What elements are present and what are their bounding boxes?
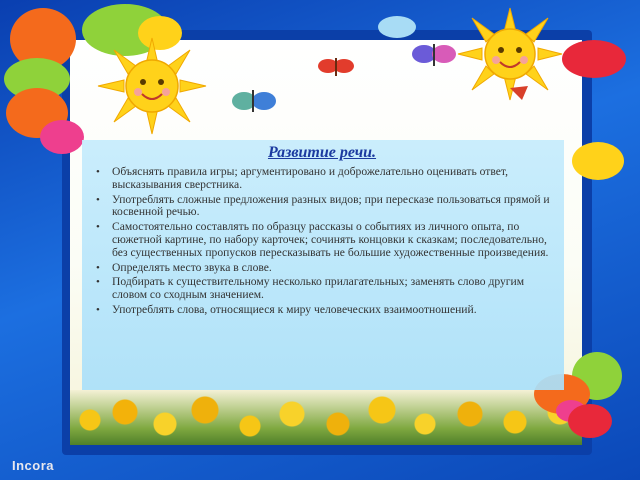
butterfly-green-icon: [230, 86, 278, 116]
circle-yellow-right: [572, 142, 624, 180]
circle-lightblue-top: [378, 16, 416, 38]
list-item: [90, 304, 554, 317]
butterfly-blue-icon: [410, 40, 460, 70]
logo-text: Incora: [12, 458, 55, 473]
panel-title: Развитие речи.: [267, 144, 377, 161]
bullet-icon: •: [96, 276, 100, 289]
list-item: [90, 194, 554, 220]
sun-left-icon: [96, 36, 208, 136]
list-item-text: Употреблять слова, относящиеся к миру человеческих взаимоотношений.: [112, 302, 477, 316]
list-item: [90, 262, 554, 275]
bullet-icon: •: [96, 303, 100, 316]
bullet-icon: •: [96, 193, 100, 206]
circle-pink-left: [40, 120, 84, 154]
list-item-text: Употреблять сложные предложения разных видов; при пересказе пользоваться прямой и косвенной речью.: [112, 192, 550, 219]
list-item-text: Подбирать к существительному несколько прилагательных; заменять слово другим словом со сходным значением.: [112, 275, 525, 302]
list-item: [90, 276, 554, 302]
list-item-text: Объяснять правила игры; аргументировано и доброжелательно оценивать ответ, высказывания сверстника.: [112, 165, 508, 191]
text-panel: [82, 140, 564, 390]
sunflowers-decoration: [70, 390, 582, 445]
bullet-icon: •: [96, 261, 100, 274]
list-item: [90, 221, 554, 259]
list-item-text: Определять место звука в слове.: [112, 260, 272, 274]
list-item: [90, 166, 554, 192]
butterfly-red-icon: [316, 54, 356, 80]
bullet-icon: •: [96, 221, 100, 234]
circle-red-bottom-right: [568, 404, 612, 438]
circle-red-top-right: [562, 40, 626, 78]
list-item-text: Самостоятельно составлять по образцу рассказы о событиях из личного опыта, по сюжетной картине, по набору карточек; сочинять концовки к сказкам; последовательно, без существенных пропусков пересказывать не большие художественные произведения.: [112, 220, 549, 259]
bullet-icon: •: [96, 166, 100, 178]
bullet-list: [90, 166, 554, 317]
petal-red-icon: [508, 84, 530, 102]
